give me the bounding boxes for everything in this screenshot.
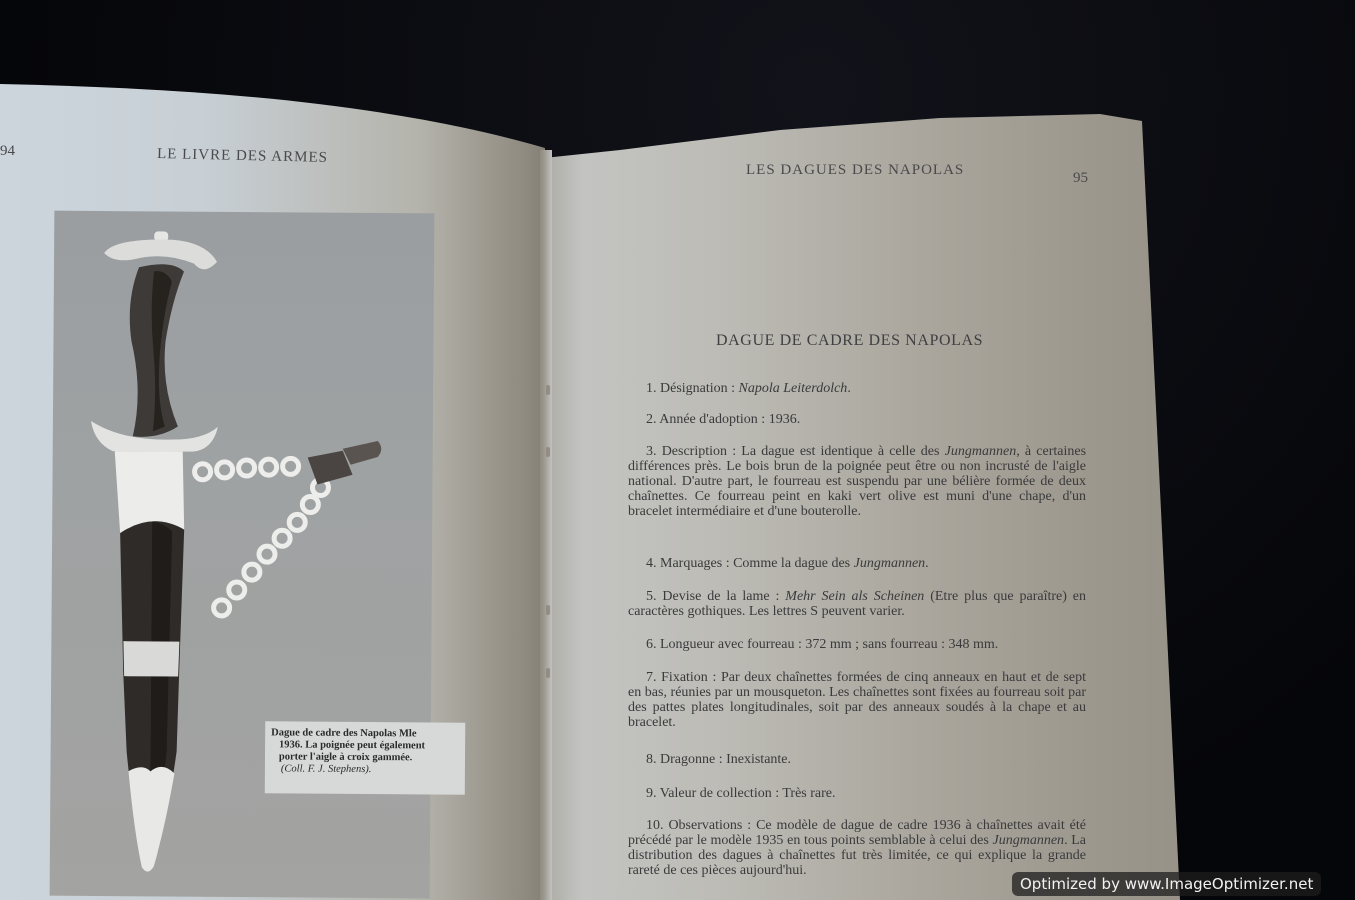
caption-credit: (Coll. F. J. Stephens). <box>280 763 372 776</box>
entry-1: 1. Désignation : Napola Leiterdolch. <box>628 381 1086 396</box>
entry-3: 3. Description : La dague est identique à celle des Jungmannen, à certaines différences près. Le bois brun de la poignée peut être ou non incrusté de l'aigle national. D'autre part, le fourreau est suspendu par une bélière formée de deux chaînettes. Ce fourreau peint en kaki vert olive est muni d'une chape, d'un bracelet intermédiaire et d'une bouterolle. <box>628 444 1087 519</box>
entry-text: 372 mm ; sans fourreau : 348 mm. <box>805 637 999 652</box>
entry-italic: Jungmannen <box>992 833 1065 848</box>
caption-line-3: porter l'aigle à croix gammée. <box>278 751 413 764</box>
entry-label: Valeur de collection <box>659 786 772 801</box>
binding-stitch <box>546 605 550 615</box>
entry-label: Longueur avec fourreau <box>660 637 795 652</box>
entry-label: Marquages <box>660 556 723 571</box>
entry-label: Description <box>661 444 728 459</box>
entry-text-cont: , à certaines différences près. Le bois brun de la poignée peut être ou non incrusté de l'aigle national. D'autre part, le fourreau est suspendu par une bélière formée de deux chaînettes. Ce fourreau peint en kaki vert olive est muni d'une chape, d'un bracelet intermédiaire et d'une bouterolle. <box>628 444 1087 519</box>
entry-italic: Napola Leiterdolch <box>738 381 848 396</box>
watermark-overlay: Optimized by www.ImageOptimizer.net <box>1012 872 1321 896</box>
entry-number: 8. <box>646 752 657 767</box>
entry-text: 1936. <box>768 412 801 427</box>
entry-label: Désignation <box>660 381 728 396</box>
section-title: DAGUE DE CADRE DES NAPOLAS <box>716 332 984 349</box>
entry-label: Année d'adoption <box>659 412 758 427</box>
entry-text: La dague est identique à celle des <box>741 444 940 459</box>
left-page-number: 94 <box>0 143 15 159</box>
entry-label: Devise de la lame <box>662 589 770 604</box>
figure-caption <box>265 721 465 794</box>
book-gutter <box>540 150 552 900</box>
entry-text: . <box>847 381 851 396</box>
binding-stitch <box>546 668 550 678</box>
entry-9: 9. Valeur de collection : Très rare. <box>628 786 1086 801</box>
entry-number: 10. <box>646 818 664 833</box>
caption-line-1: Dague de cadre des Napolas Mle <box>271 727 417 740</box>
entry-5: 5. Devise de la lame : Mehr Sein als Scheinen (Etre plus que paraître) en caractères gothiques. Les lettres S peuvent varier. <box>628 589 1087 619</box>
dagger-photo <box>50 211 435 899</box>
entry-text-cont: (Etre plus que paraître) en caractères gothiques. Les lettres S peuvent varier. <box>628 589 1087 619</box>
entry-7: 7. Fixation : Par deux chaînettes formées de cinq anneaux en haut et de sept en bas, réunies par un mousqueton. Les chaînettes sont fixées au fourreau soit par des pattes plates longitudinales, soit par des anneaux soudés à la chape et au bracelet. <box>628 670 1087 730</box>
caption-line-2: 1936. La poignée peut également <box>278 739 426 752</box>
left-running-head: LE LIVRE DES ARMES <box>156 146 329 166</box>
entry-label: Dragonne <box>660 752 716 767</box>
entry-text: Inexistante. <box>726 752 792 767</box>
dagger-illustration <box>50 211 435 899</box>
entry-4: 4. Marquages : Comme la dague des Jungmannen. <box>628 556 1086 571</box>
entry-10: 10. Observations : Ce modèle de dague de cadre 1936 à chaînettes avait été précédé par le modèle 1935 en tous points semblable à celui des Jungmannen. La distribution des dagues à chaînettes fut très limitée, ce qui explique la grande rareté de ces pièces aujourd'hui. <box>628 818 1087 878</box>
entry-number: 4. <box>646 556 657 571</box>
entry-italic: Jungmannen <box>944 444 1017 459</box>
entry-number: 2. <box>646 412 657 427</box>
entry-8: 8. Dragonne : Inexistante. <box>628 752 1086 767</box>
entry-italic: Jungmannen <box>853 556 926 571</box>
entry-text: Ce modèle de dague de cadre 1936 à chaînettes avait été précédé par le modèle 1935 en tous points semblable à celui des <box>628 818 1086 848</box>
entry-label: Observations <box>668 818 743 833</box>
entry-number: 3. <box>646 444 657 459</box>
entry-text: Très rare. <box>782 786 836 801</box>
entry-number: 6. <box>646 637 657 652</box>
binding-stitch <box>546 385 550 395</box>
right-page-number: 95 <box>1073 170 1088 186</box>
entry-number: 7. <box>646 670 657 685</box>
entry-number: 5. <box>646 589 657 604</box>
entry-number: 1. <box>646 381 657 396</box>
entry-label: Fixation <box>661 670 708 685</box>
binding-stitch <box>546 447 550 457</box>
entry-2: 2. Année d'adoption : 1936. <box>628 412 1086 427</box>
entry-text: Comme la dague des <box>733 556 851 571</box>
entry-number: 9. <box>646 786 657 801</box>
entry-text: Par deux chaînettes formées de cinq anneaux en haut et de sept en bas, réunies par un mousqueton. Les chaînettes sont fixées au fourreau soit par des pattes plates longitudinales, soit par des anneaux soudés à la chape et au bracelet. <box>628 670 1087 730</box>
entry-text-cont: . La distribution des dagues à chaînettes fut très limitée, ce qui explique la grande rareté de ces pièces aujourd'hui. <box>628 833 1087 878</box>
entry-text-cont: . <box>925 556 929 571</box>
entry-italic: Mehr Sein als Scheinen <box>785 589 925 604</box>
right-running-head: LES DAGUES DES NAPOLAS <box>746 162 965 178</box>
entry-6: 6. Longueur avec fourreau : 372 mm ; sans fourreau : 348 mm. <box>628 637 1086 652</box>
